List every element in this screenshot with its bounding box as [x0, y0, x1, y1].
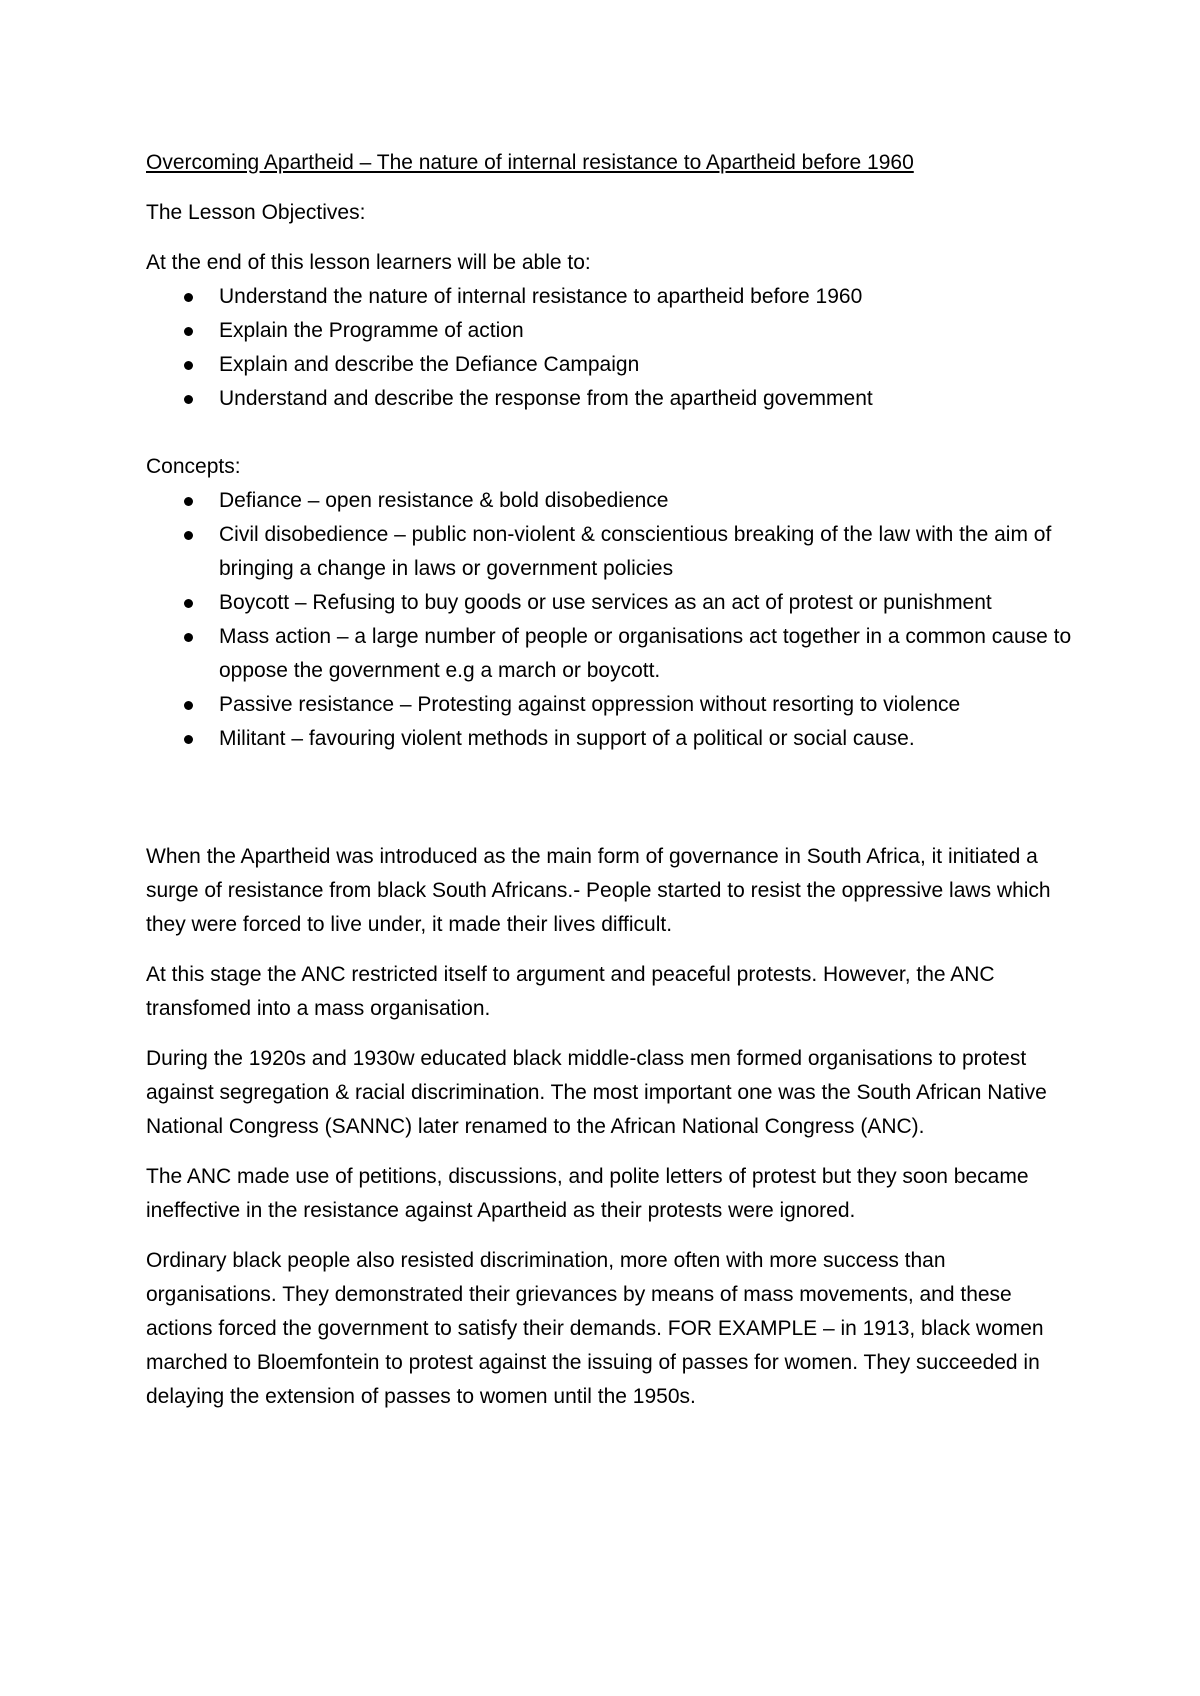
list-item	[146, 620, 1076, 688]
concepts-list	[146, 484, 1076, 756]
bullet-icon	[184, 327, 193, 336]
document-title: Overcoming Apartheid – The nature of internal resistance to Apartheid before 1960	[146, 151, 914, 174]
concept-text: Passive resistance – Protesting against oppression without resorting to violence	[219, 693, 961, 716]
bullet-icon	[184, 361, 193, 370]
list-item	[146, 314, 1076, 348]
bullet-icon	[184, 701, 193, 710]
body-paragraph: Ordinary black people also resisted discrimination, more often with more success than organisations. They demonstrated their grievances by means of mass movements, and these actions forced the government to satisfy their demands. FOR EXAMPLE – in 1913, black women marched to Bloemfontein to protest against the issuing of passes for women. They succeeded in delaying the extension of passes to women until the 1950s.	[146, 1249, 1044, 1408]
concept-text: Boycott – Refusing to buy goods or use services as an act of protest or punishment	[219, 591, 992, 614]
list-item	[146, 688, 1076, 722]
concept-text: Civil disobedience – public non-violent & conscientious breaking of the law with the aim of bringing a change in laws or government policies	[219, 523, 1052, 580]
list-item	[146, 348, 1076, 382]
objective-text: Understand the nature of internal resistance to apartheid before 1960	[219, 285, 863, 308]
list-item	[146, 484, 1076, 518]
objective-text: Understand and describe the response from the apartheid govemment	[219, 387, 873, 410]
bullet-icon	[184, 497, 193, 506]
body-paragraph: During the 1920s and 1930w educated black middle-class men formed organisations to protest against segregation & racial discrimination. The most important one was the South African Native National Congress (SANNC) later renamed to the African National Congress (ANC).	[146, 1047, 1047, 1138]
body-paragraph: At this stage the ANC restricted itself to argument and peaceful protests. However, the ANC transfomed into a mass organisation.	[146, 963, 995, 1020]
bullet-icon	[184, 293, 193, 302]
document-body	[146, 146, 1076, 1430]
objectives-intro: At the end of this lesson learners will be able to:	[146, 251, 591, 274]
list-item	[146, 518, 1076, 586]
concept-text: Defiance – open resistance & bold disobedience	[219, 489, 669, 512]
list-item	[146, 280, 1076, 314]
concept-text: Militant – favouring violent methods in support of a political or social cause.	[219, 727, 915, 750]
list-item	[146, 722, 1076, 756]
list-item	[146, 382, 1076, 416]
objective-text: Explain and describe the Defiance Campaign	[219, 353, 640, 376]
body-paragraph: When the Apartheid was introduced as the main form of governance in South Africa, it initiated a surge of resistance from black South Africans.- People started to resist the oppressive laws which they were forced to live under, it made their lives difficult.	[146, 845, 1051, 936]
concepts-heading: Concepts:	[146, 455, 241, 478]
list-item	[146, 586, 1076, 620]
bullet-icon	[184, 633, 193, 642]
objectives-list	[146, 280, 1076, 416]
body-paragraph: The ANC made use of petitions, discussions, and polite letters of protest but they soon became ineffective in the resistance against Apartheid as their protests were ignored.	[146, 1165, 1029, 1222]
objective-text: Explain the Programme of action	[219, 319, 524, 342]
bullet-icon	[184, 599, 193, 608]
bullet-icon	[184, 735, 193, 744]
concept-text: Mass action – a large number of people or organisations act together in a common cause to oppose the government e.g a march or boycott.	[219, 625, 1072, 682]
bullet-icon	[184, 531, 193, 540]
objectives-heading: The Lesson Objectives:	[146, 201, 366, 224]
bullet-icon	[184, 395, 193, 404]
